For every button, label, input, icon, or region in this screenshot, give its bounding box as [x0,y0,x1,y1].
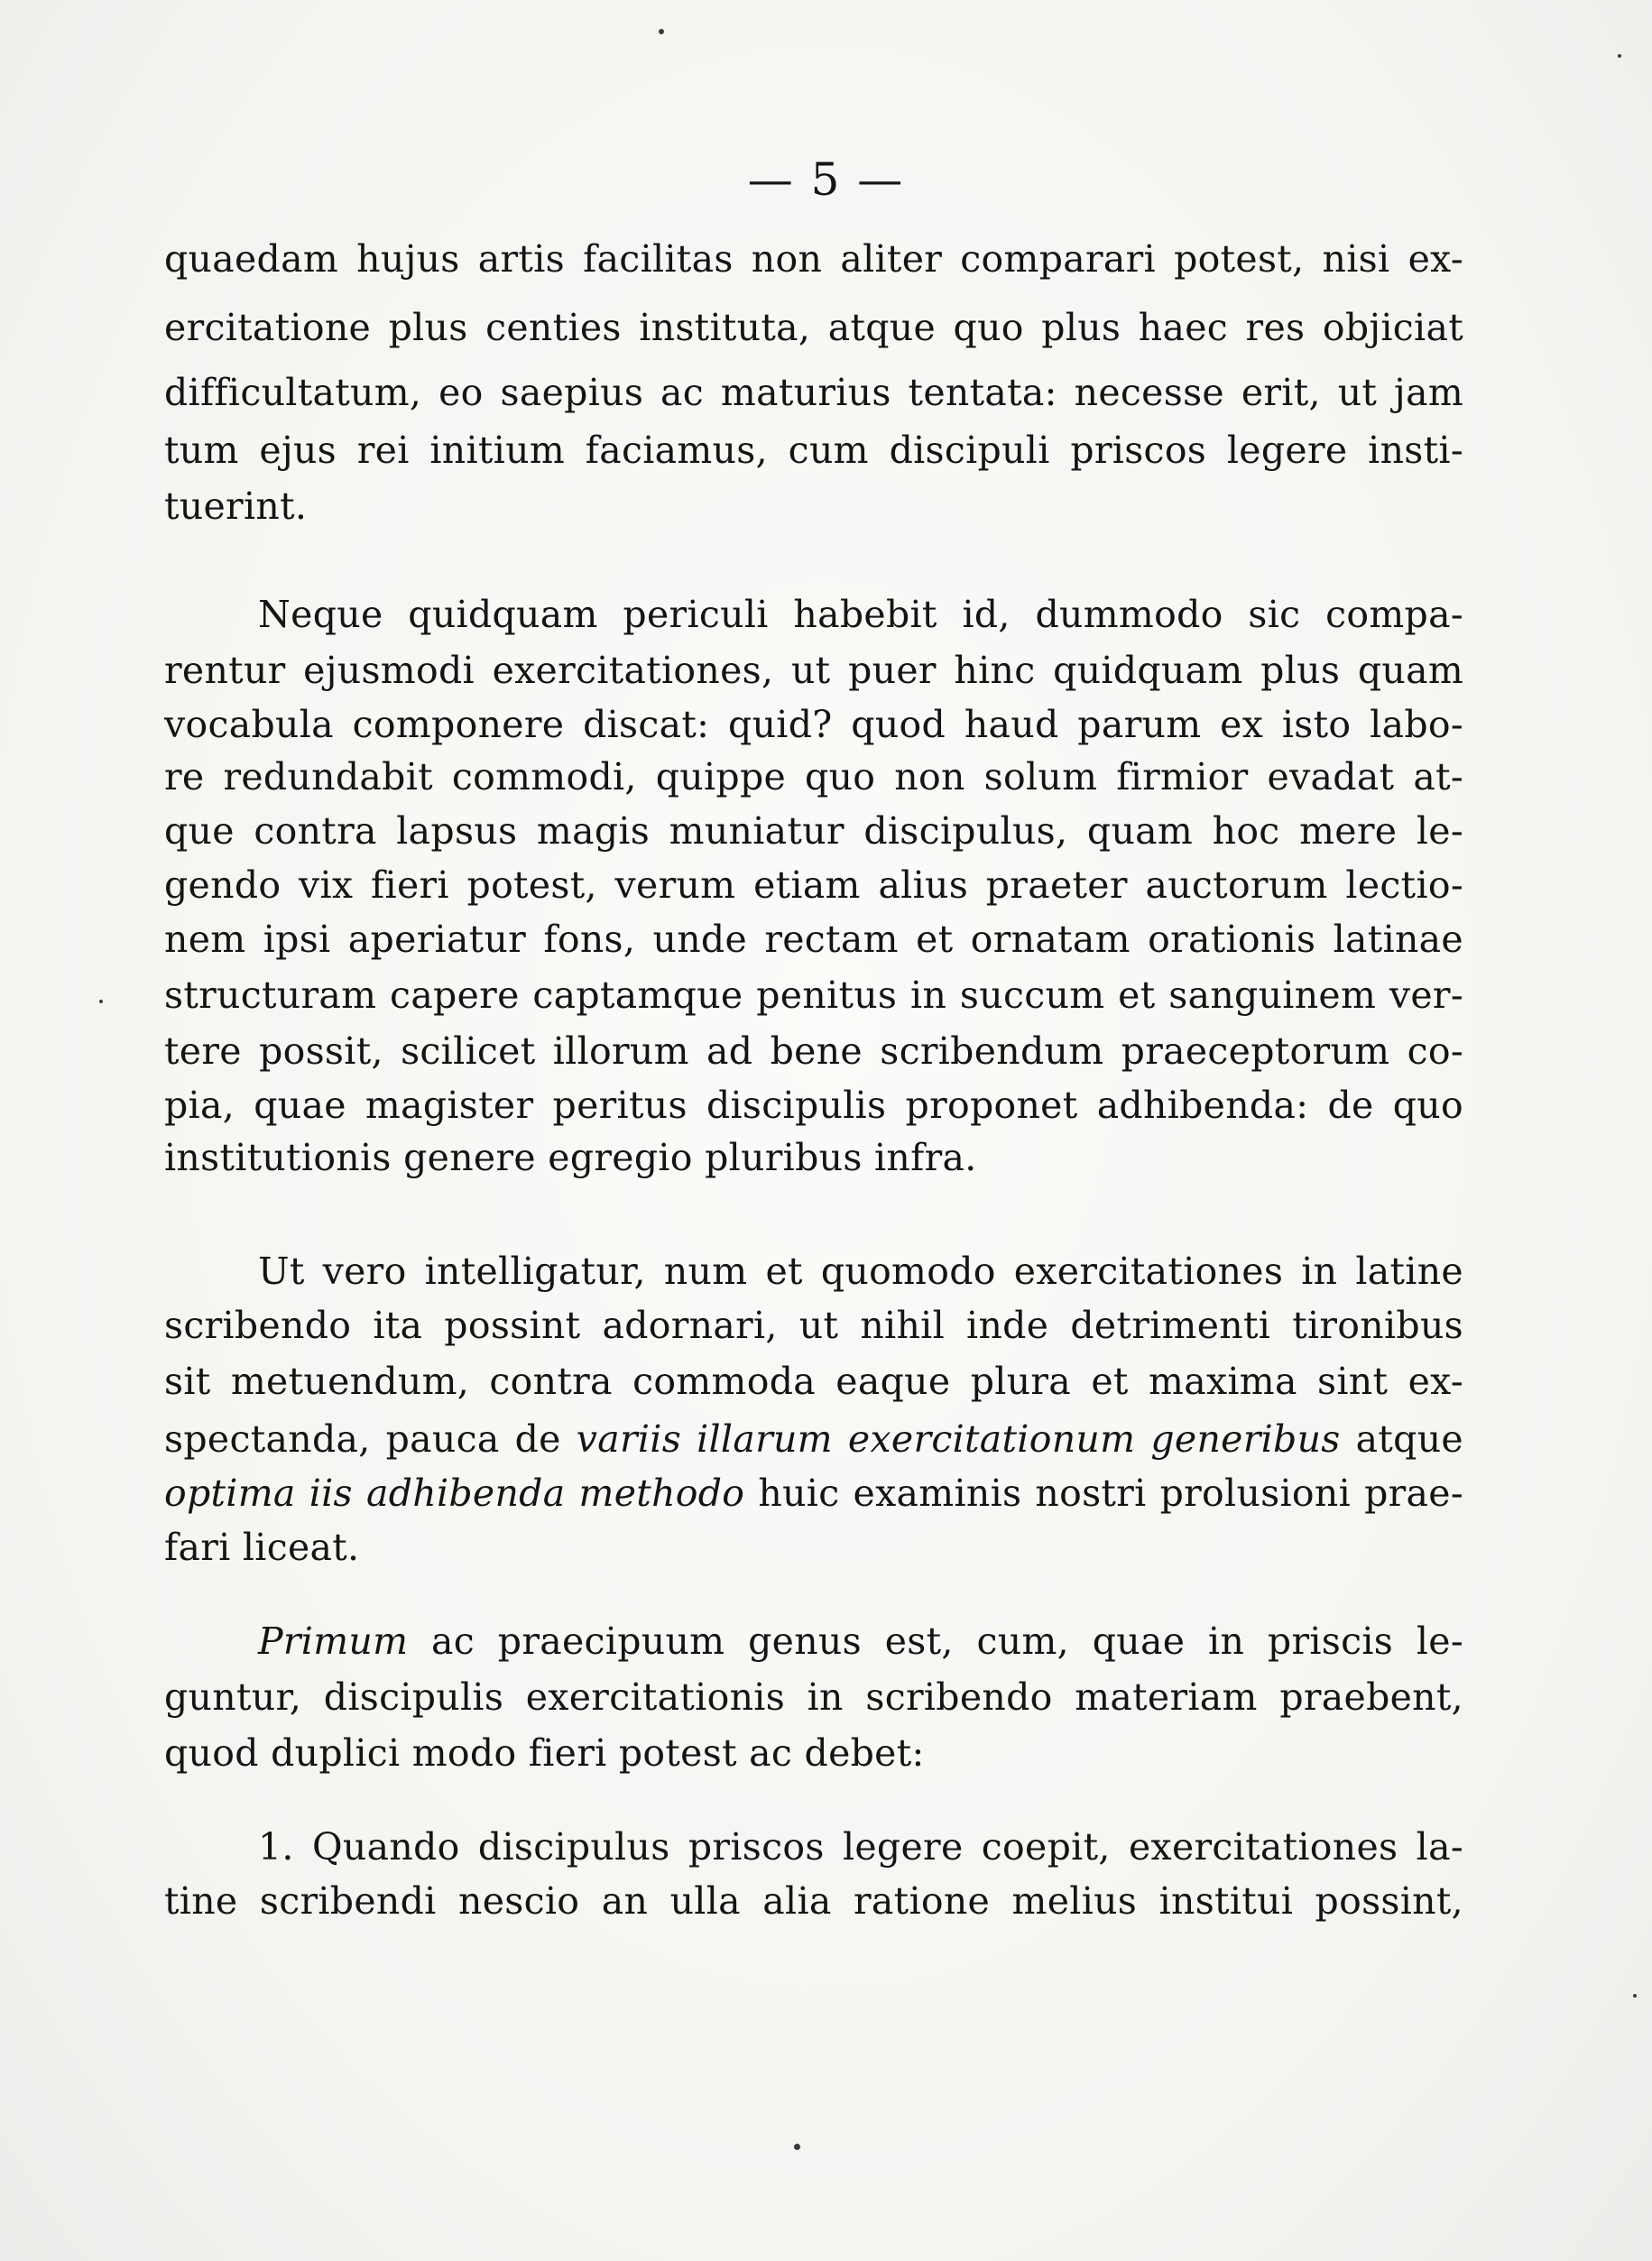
text-line: gendo vix fieri potest, verum etiam alius praeter auctorum lectio- [164,863,1463,907]
text-line: difficultatum, eo saepius ac maturius tentata: necesse erit, ut jam [164,371,1463,414]
emphasis-text: optima iis adhibenda methodo [164,1472,745,1515]
text-line-with-emphasis [164,1413,1463,1465]
text-line: tine scribendi nescio an ulla alia ratione melius institui possint, [164,1879,1463,1923]
text-run: huic examinis nostri prolusioni prae- [744,1472,1463,1515]
text-line: quod duplici modo fieri potest ac debet: [164,1731,925,1775]
text-line: Neque quidquam periculi habebit id, dummodo sic compa- [258,593,1463,636]
text-line: que contra lapsus magis muniatur discipulus, quam hoc mere le- [164,809,1463,853]
text-line: fari liceat. [164,1526,360,1569]
text-line: vocabula componere discat: quid? quod haud parum ex isto labo- [164,703,1463,746]
text-line: Ut vero intelligatur, num et quomodo exercitationes in latine [258,1250,1463,1293]
print-speck [1618,54,1621,58]
text-line-with-emphasis [258,1615,1463,1667]
text-run: atque [1340,1417,1463,1461]
text-line: 1. Quando discipulus priscos legere coepit, exercitationes la- [258,1825,1463,1869]
page-number-header: — 5 — [747,153,905,206]
text-line: pia, quae magister peritus discipulis proponet adhibenda: de quo [164,1084,1463,1127]
text-line: ercitatione plus centies instituta, atque quo plus haec res objiciat [164,306,1463,349]
print-speck [659,29,664,34]
text-line: scribendo ita possint adornari, ut nihil inde detrimenti tironibus [164,1304,1463,1347]
text-line: guntur, discipulis exercitationis in scribendo materiam praebent, [164,1675,1463,1719]
text-line: institutionis genere egregio pluribus infra. [164,1136,977,1179]
text-line-with-emphasis [164,1467,1463,1519]
text-line: tere possit, scilicet illorum ad bene scribendum praeceptorum co- [164,1029,1463,1073]
text-line: rentur ejusmodi exercitationes, ut puer hinc quidquam plus quam [164,649,1463,692]
text-line: tuerint. [164,484,308,528]
emphasis-text: Primum [258,1620,409,1663]
print-speck [1633,1994,1637,1998]
emphasis-text: variis illarum exercitationum generibus [576,1417,1341,1461]
print-speck [794,2144,800,2150]
print-speck [99,1000,103,1003]
text-run: ac praecipuum genus est, cum, quae in priscis le- [408,1620,1463,1663]
text-line: structuram capere captamque penitus in succum et sanguinem ver- [164,974,1463,1017]
text-line: sit metuendum, contra commoda eaque plura et maxima sint ex- [164,1360,1463,1403]
text-line: tum ejus rei initium faciamus, cum discipuli priscos legere insti- [164,429,1463,472]
text-line: quaedam hujus artis facilitas non aliter comparari potest, nisi ex- [164,237,1463,281]
text-line: nem ipsi aperiatur fons, unde rectam et ornatam orationis latinae [164,918,1463,961]
text-line: re redundabit commodi, quippe quo non solum firmior evadat at- [164,755,1463,798]
text-run: spectanda, pauca de [164,1417,577,1461]
